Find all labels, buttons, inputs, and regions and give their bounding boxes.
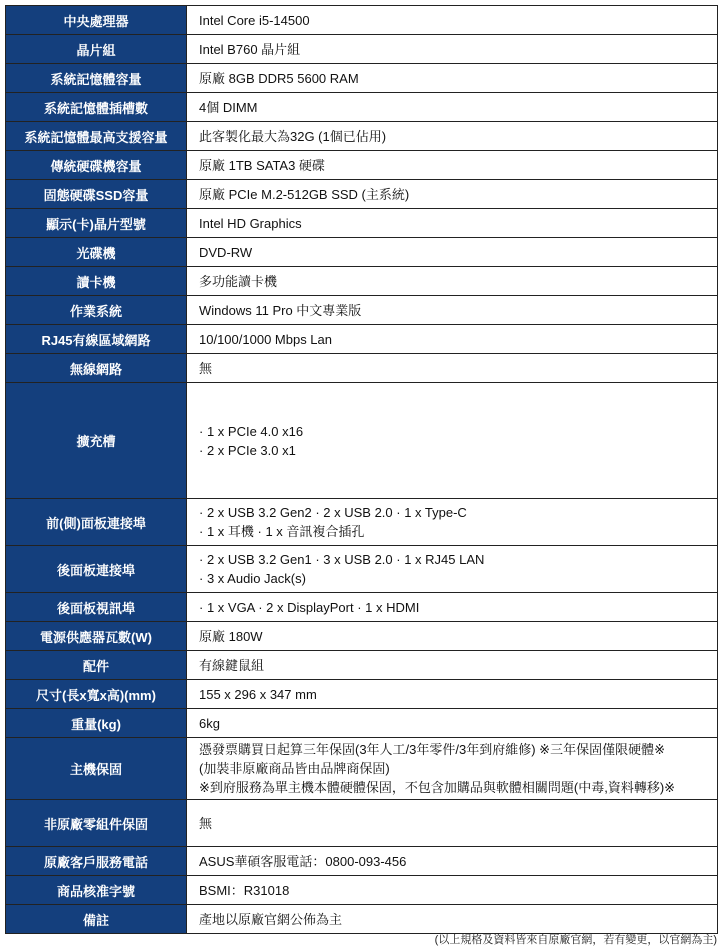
spec-row-cpu (6, 6, 718, 35)
spec-label: 系統記憶體插槽數 (6, 93, 187, 122)
spec-label: 固態硬碟SSD容量 (6, 180, 187, 209)
spec-value (187, 738, 718, 800)
spec-row-front-ports (6, 499, 718, 546)
spec-label: 原廠客戶服務電話 (6, 847, 187, 876)
spec-label: 顯示(卡)晶片型號 (6, 209, 187, 238)
spec-value-line: 原廠 8GB DDR5 5600 RAM (199, 70, 359, 86)
spec-value (187, 905, 718, 934)
spec-row-psu (6, 622, 718, 651)
spec-value-line: · 1 x PCIe 4.0 x16 (199, 423, 304, 439)
spec-value (187, 267, 718, 296)
spec-label: 後面板視訊埠 (6, 593, 187, 622)
spec-label: 無線網路 (6, 354, 187, 383)
spec-value (187, 876, 718, 905)
spec-label: 非原廠零組件保固 (6, 800, 187, 847)
spec-label: 前(側)面板連接埠 (6, 499, 187, 546)
spec-table (5, 5, 718, 934)
spec-value (187, 209, 718, 238)
spec-row-expansion-slots (6, 383, 718, 499)
spec-value (187, 800, 718, 847)
spec-row-ram-max (6, 122, 718, 151)
spec-value-line: 有線鍵鼠組 (199, 657, 265, 673)
spec-label: 讀卡機 (6, 267, 187, 296)
spec-row-approval-number (6, 876, 718, 905)
spec-value (187, 151, 718, 180)
spec-label: 傳統硬碟機容量 (6, 151, 187, 180)
spec-value (187, 122, 718, 151)
spec-value (187, 546, 718, 593)
spec-value (187, 354, 718, 383)
spec-value-line: 10/100/1000 Mbps Lan (199, 331, 332, 347)
spec-value (187, 93, 718, 122)
spec-label: 系統記憶體容量 (6, 64, 187, 93)
spec-value-line: 4個 DIMM (199, 99, 258, 115)
spec-label: 備註 (6, 905, 187, 934)
spec-value-line: 原廠 PCIe M.2-512GB SSD (主系統) (199, 186, 410, 202)
spec-value (187, 35, 718, 64)
spec-value (187, 847, 718, 876)
spec-row-third-party-warranty (6, 800, 718, 847)
spec-label: 中央處理器 (6, 6, 187, 35)
spec-label: 後面板連接埠 (6, 546, 187, 593)
spec-value-line: Intel HD Graphics (199, 215, 302, 231)
spec-value (187, 64, 718, 93)
spec-row-warranty (6, 738, 718, 800)
spec-value-line: DVD-RW (199, 244, 253, 260)
spec-value-line: · 2 x USB 3.2 Gen2 · 2 x USB 2.0 · 1 x Type-C (199, 505, 467, 520)
spec-value-line: (加裝非原廠商品皆由品牌商保固) (199, 761, 390, 776)
spec-value (187, 622, 718, 651)
spec-row-ram (6, 64, 718, 93)
spec-row-chipset (6, 35, 718, 64)
spec-value-line: · 2 x USB 3.2 Gen1 · 3 x USB 2.0 · 1 x RJ45 LAN (199, 552, 485, 567)
spec-value-line: BSMI：R31018 (199, 882, 290, 898)
spec-label: 尺寸(長x寬x高)(mm) (6, 680, 187, 709)
spec-label: 作業系統 (6, 296, 187, 325)
spec-value (187, 180, 718, 209)
spec-value (187, 651, 718, 680)
spec-value (187, 238, 718, 267)
spec-row-accessories (6, 651, 718, 680)
spec-value (187, 383, 718, 499)
spec-value-line: ※到府服務為單主機本體硬體保固，不包含加購品與軟體相關問題(中毒,資料轉移)※ (199, 780, 676, 795)
spec-value-line: ASUS華碩客服電話：0800-093-456 (199, 853, 407, 869)
spec-value-line: 產地以原廠官網公佈為主 (199, 911, 343, 927)
spec-row-optical-drive (6, 238, 718, 267)
spec-row-card-reader (6, 267, 718, 296)
spec-label: 擴充槽 (6, 383, 187, 499)
spec-label: 主機保固 (6, 738, 187, 800)
spec-label: 重量(kg) (6, 709, 187, 738)
spec-label: 系統記憶體最高支援容量 (6, 122, 187, 151)
spec-value-line: Intel Core i5-14500 (199, 12, 310, 28)
spec-value-line: 憑發票購買日起算三年保固(3年人工/3年零件/3年到府維修) ※三年保固僅限硬體※ (199, 742, 665, 757)
spec-label: 商品核准字號 (6, 876, 187, 905)
spec-value-line: Intel B760 晶片組 (199, 41, 301, 57)
spec-label: RJ45有線區域網路 (6, 325, 187, 354)
spec-value-line: 多功能讀卡機 (199, 273, 278, 289)
spec-value (187, 680, 718, 709)
spec-value-line: · 1 x 耳機 · 1 x 音訊複合插孔 (199, 524, 365, 539)
spec-row-ram-slots (6, 93, 718, 122)
spec-value (187, 499, 718, 546)
spec-row-hdd (6, 151, 718, 180)
spec-row-remarks (6, 905, 718, 934)
spec-row-lan (6, 325, 718, 354)
spec-value (187, 709, 718, 738)
spec-value-line: 6kg (199, 715, 220, 731)
spec-row-os (6, 296, 718, 325)
spec-value-line: 無 (199, 815, 213, 831)
spec-row-ssd (6, 180, 718, 209)
spec-value-line: 無 (199, 360, 213, 376)
spec-value (187, 296, 718, 325)
spec-value (187, 325, 718, 354)
spec-row-rear-video (6, 593, 718, 622)
spec-label: 電源供應器瓦數(W) (6, 622, 187, 651)
spec-value (187, 593, 718, 622)
spec-label: 晶片組 (6, 35, 187, 64)
spec-row-service-phone (6, 847, 718, 876)
spec-value (187, 6, 718, 35)
spec-value-line: · 1 x VGA · 2 x DisplayPort · 1 x HDMI (199, 599, 420, 615)
spec-value-line: 原廠 180W (199, 628, 263, 644)
spec-label: 配件 (6, 651, 187, 680)
footnote: (以上規格及資料皆來自原廠官網，若有變更，以官網為主) (434, 934, 717, 946)
spec-row-rear-ports (6, 546, 718, 593)
spec-value-line: · 3 x Audio Jack(s) (199, 571, 306, 586)
spec-row-wireless (6, 354, 718, 383)
spec-value-line: · 2 x PCIe 3.0 x1 (199, 442, 296, 458)
spec-value-line: 155 x 296 x 347 mm (199, 686, 317, 702)
spec-row-graphics (6, 209, 718, 238)
spec-value-line: 原廠 1TB SATA3 硬碟 (199, 157, 325, 173)
spec-row-dimensions (6, 680, 718, 709)
spec-label: 光碟機 (6, 238, 187, 267)
spec-value-line: Windows 11 Pro 中文專業版 (199, 302, 362, 318)
spec-value-line: 此客製化最大為32G (1個已佔用) (199, 128, 387, 144)
spec-row-weight (6, 709, 718, 738)
